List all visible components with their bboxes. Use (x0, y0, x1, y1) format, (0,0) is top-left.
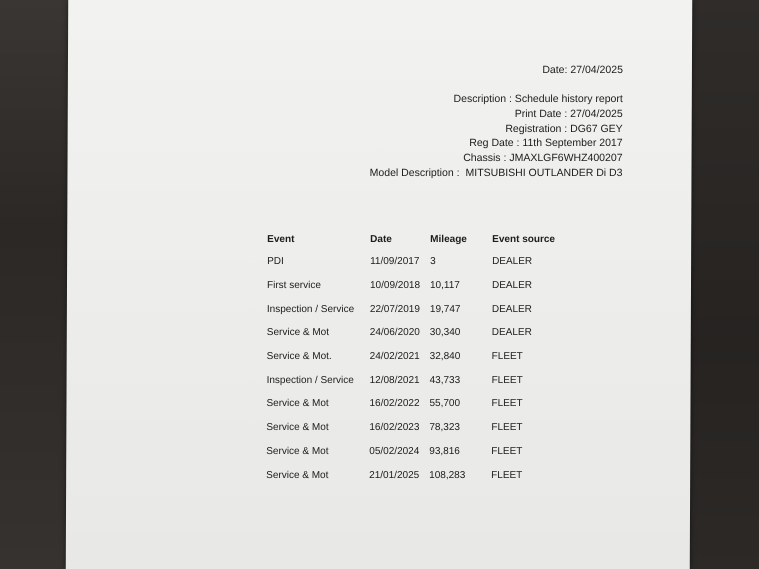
table-row (267, 297, 572, 321)
cell-date: 12/08/2021 (369, 374, 420, 386)
table-row (267, 345, 572, 369)
cell-date: 16/02/2023 (369, 422, 420, 434)
table-row (266, 416, 571, 440)
cell-event: Service & Mot. (266, 351, 332, 363)
meta-chassis: Chassis : JMAXLGF6WHZ400207 (463, 152, 623, 165)
background-right (687, 0, 759, 569)
table-row (266, 392, 571, 416)
cell-source: FLEET (491, 398, 523, 410)
cell-source: DEALER (492, 256, 533, 268)
meta-registration: Registration : DG67 GEY (505, 122, 623, 135)
cell-mileage: 93,816 (429, 445, 460, 457)
header-event: Event (267, 233, 295, 245)
background-left (0, 0, 70, 569)
cell-source: FLEET (491, 351, 523, 363)
cell-event: Service & Mot (266, 445, 329, 457)
cell-event: Service & Mot (266, 469, 329, 481)
report-date: Date: 27/04/2025 (542, 64, 623, 76)
cell-event: First service (266, 280, 321, 292)
table-row (266, 463, 571, 487)
cell-source: DEALER (491, 327, 532, 339)
table-row (267, 274, 572, 298)
table-row (267, 321, 572, 345)
cell-date: 05/02/2024 (369, 445, 420, 457)
cell-date: 16/02/2022 (369, 398, 420, 410)
table-header-row (267, 228, 572, 250)
table-row (267, 368, 572, 392)
cell-source: FLEET (491, 374, 523, 386)
cell-date: 11/09/2017 (370, 256, 420, 268)
cell-mileage: 3 (430, 256, 436, 268)
cell-mileage: 10,117 (429, 280, 460, 292)
table-row (267, 250, 572, 274)
cell-event: Inspection / Service (266, 303, 355, 315)
meta-model-description: Model Description : MITSUBISHI OUTLANDER Di D3 (369, 166, 623, 179)
table-row (266, 440, 571, 464)
cell-event: Service & Mot (266, 422, 329, 434)
report-meta (370, 92, 623, 181)
cell-event: Service & Mot (266, 398, 329, 410)
cell-source: FLEET (491, 469, 523, 481)
cell-date: 21/01/2025 (369, 469, 420, 481)
cell-date: 22/07/2019 (369, 303, 420, 315)
meta-print-date: Print Date : 27/04/2025 (514, 107, 623, 120)
cell-source: FLEET (491, 445, 523, 457)
cell-date: 24/02/2021 (369, 351, 420, 363)
header-mileage: Mileage (430, 233, 467, 245)
cell-mileage: 19,747 (429, 303, 461, 315)
cell-date: 10/09/2018 (369, 280, 421, 292)
cell-mileage: 30,340 (429, 327, 461, 339)
cell-date: 24/06/2020 (369, 327, 420, 339)
header-date: Date (370, 233, 392, 245)
cell-source: DEALER (491, 280, 533, 292)
cell-event: PDI (267, 256, 284, 268)
header-event-source: Event source (492, 233, 556, 245)
meta-reg-date: Reg Date : 11th September 2017 (469, 137, 623, 150)
cell-mileage: 43,733 (429, 374, 461, 386)
meta-description: Description : Schedule history report (453, 93, 623, 105)
document-page (66, 0, 692, 569)
cell-mileage: 78,323 (429, 422, 460, 434)
event-history-table (266, 228, 572, 487)
cell-source: DEALER (491, 303, 532, 315)
cell-mileage: 32,840 (429, 351, 461, 363)
cell-mileage: 55,700 (429, 398, 461, 410)
cell-mileage: 108,283 (429, 469, 466, 481)
cell-source: FLEET (491, 422, 523, 434)
cell-event: Inspection / Service (266, 374, 354, 386)
cell-event: Service & Mot (266, 327, 330, 339)
